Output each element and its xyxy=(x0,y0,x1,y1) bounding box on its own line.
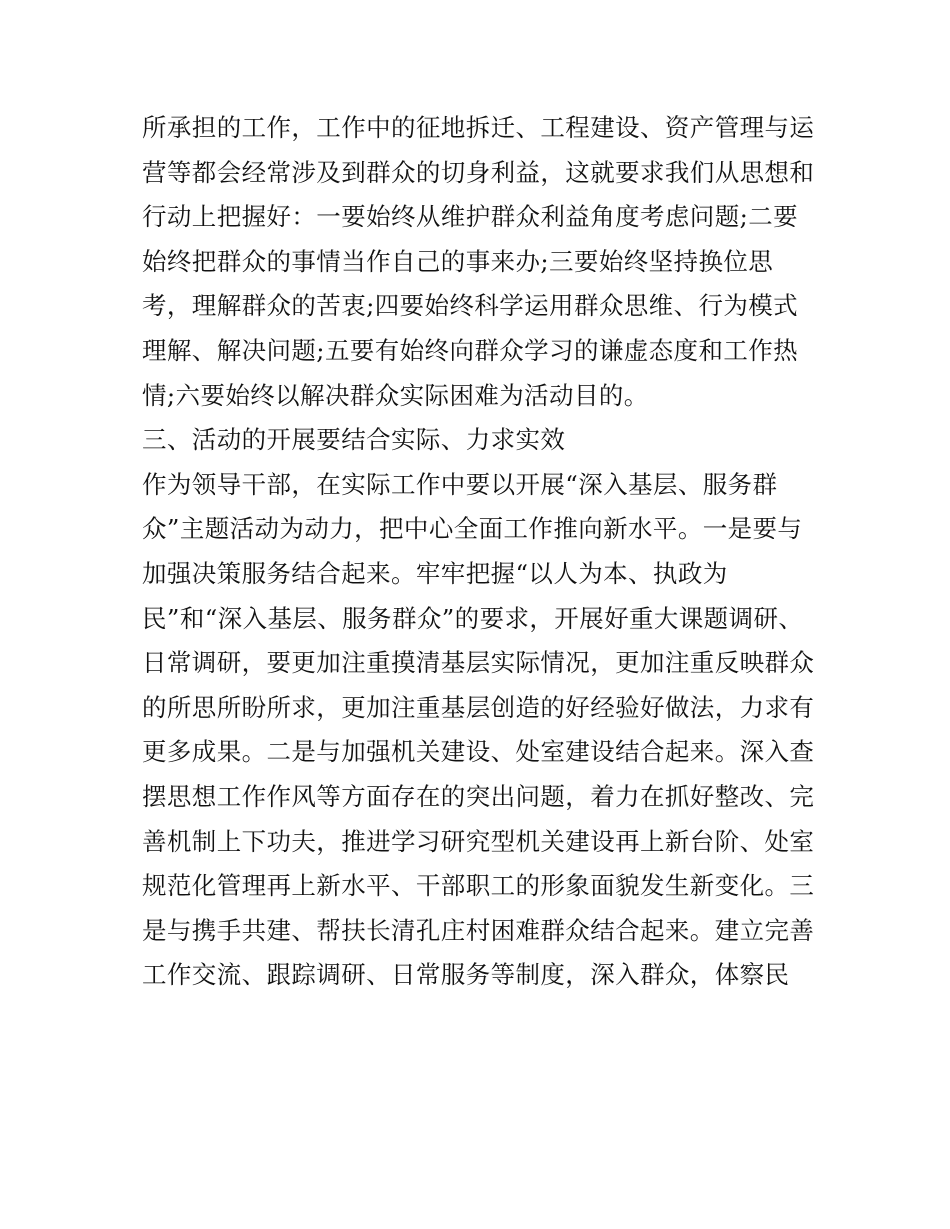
text-line: 作为领导干部，在实际工作中要以开展“深入基层、服务群 xyxy=(142,469,778,499)
text-line: 众”主题活动为动力，把中心全面工作推向新水平。一是要与 xyxy=(142,514,803,544)
text-line: 工作交流、跟踪调研、日常服务等制度，深入群众，体察民 xyxy=(142,960,790,990)
text-line: 摆思想工作作风等方面存在的突出问题，着力在抓好整改、完 xyxy=(142,781,815,811)
text-line: 加强决策服务结合起来。牢牢把握“以人为本、执政为 xyxy=(142,558,728,588)
text-line: 所承担的工作，工作中的征地拆迁、工程建设、资产管理与运 xyxy=(142,113,815,142)
text-line: 考，理解群众的苦衷;四要始终科学运用群众思维、行为模式 xyxy=(142,291,799,321)
text-line: 更多成果。二是与加强机关建设、处室建设结合起来。深入查 xyxy=(142,737,815,767)
text-line: 行动上把握好：一要始终从维护群众利益角度考虑问题;二要 xyxy=(142,202,799,232)
text-line: 始终把群众的事情当作自己的事来办;三要始终坚持换位思 xyxy=(142,246,774,276)
text-line: 规范化管理再上新水平、干部职工的形象面貌发生新变化。三 xyxy=(142,871,815,901)
text-line: 日常调研，要更加注重摸清基层实际情况，更加注重反映群众 xyxy=(142,648,815,678)
text-line: 是与携手共建、帮扶长清孔庄村困难群众结合起来。建立完善 xyxy=(142,915,815,945)
document-body xyxy=(142,106,832,998)
text-line: 营等都会经常涉及到群众的切身利益，这就要求我们从思想和 xyxy=(142,157,815,187)
text-line: 理解、解决问题;五要有始终向群众学习的谦虚态度和工作热 xyxy=(142,335,799,365)
text-line: 民”和“深入基层、服务群众”的要求，开展好重大课题调研、 xyxy=(142,603,804,633)
text-line: 情;六要始终以解决群众实际困难为活动目的。 xyxy=(142,380,649,410)
text-line: 善机制上下功夫，推进学习研究型机关建设再上新台阶、处室 xyxy=(142,826,815,856)
section-heading: 三、活动的开展要结合实际、力求实效 xyxy=(142,425,566,455)
text-line: 的所思所盼所求，更加注重基层创造的好经验好做法，力求有 xyxy=(142,692,815,722)
